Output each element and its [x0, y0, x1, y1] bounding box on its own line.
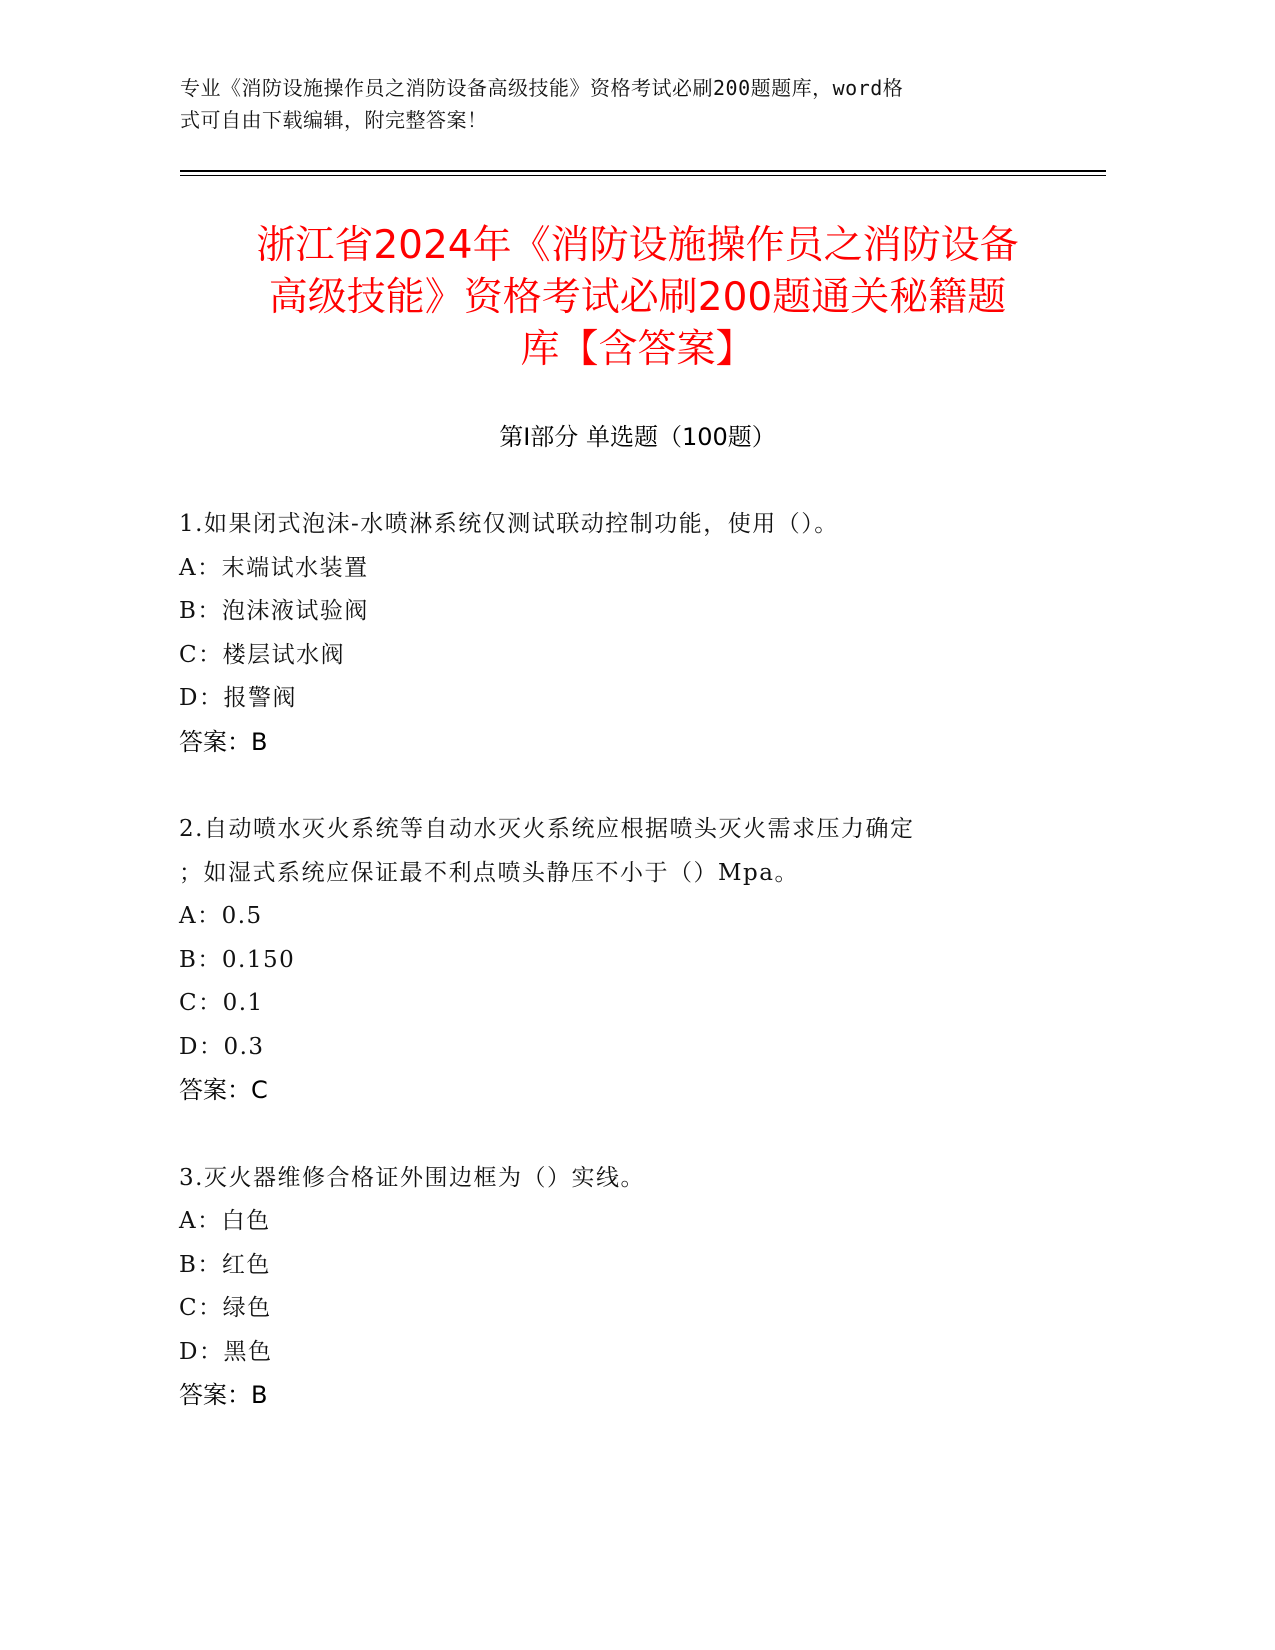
answer-line: 答案：C	[179, 1076, 268, 1104]
header-divider-thick	[180, 170, 1106, 172]
question-list	[179, 503, 1059, 1462]
question-item	[179, 503, 1059, 764]
section-heading: 第Ⅰ部分 单选题（100题）	[499, 423, 776, 451]
header-note	[180, 72, 1060, 136]
question-stem: 3.灭火器维修合格证外围边框为（）实线。	[179, 1164, 645, 1191]
header-note-line-1: 专业《消防设施操作员之消防设备高级技能》资格考试必刷200题题库，word格	[180, 76, 904, 100]
header-note-line-2: 式可自由下载编辑，附完整答案！	[180, 108, 488, 132]
question-item	[179, 1157, 1059, 1418]
option-d: D：报警阀	[179, 685, 297, 711]
answer-line: 答案：B	[179, 1381, 268, 1409]
question-stem: 2.自动喷水灭火系统等自动水灭火系统应根据喷头灭火需求压力确定	[179, 816, 915, 842]
option-b: B：0.150	[179, 946, 296, 973]
option-d: D：黑色	[179, 1338, 273, 1365]
option-c: C：0.1	[179, 990, 264, 1016]
header-divider-thin	[180, 175, 1106, 176]
option-b: B：红色	[179, 1251, 271, 1278]
option-b: B：泡沫液试验阀	[179, 598, 369, 624]
option-c: C：绿色	[179, 1295, 272, 1321]
question-stem-continued: ；如湿式系统应保证最不利点喷头静压不小于（）Mpa。	[179, 859, 799, 886]
option-a: A：白色	[179, 1208, 271, 1234]
answer-line: 答案：B	[179, 727, 268, 756]
option-c: C：楼层试水阀	[179, 641, 346, 668]
page-title-line-1: 浙江省2024年《消防设施操作员之消防设备	[256, 223, 1019, 268]
question-item	[179, 808, 1059, 1113]
page-title-line-2: 高级技能》资格考试必刷200题通关秘籍题	[268, 275, 1007, 320]
question-stem: 1.如果闭式泡沫-水喷淋系统仅测试联动控制功能，使用（）。	[179, 511, 839, 537]
option-a: A：末端试水装置	[179, 554, 369, 581]
option-a: A：0.5	[179, 903, 263, 929]
page-title-line-3: 库【含答案】	[520, 327, 755, 372]
page-title	[150, 220, 1125, 376]
option-d: D：0.3	[179, 1033, 265, 1060]
